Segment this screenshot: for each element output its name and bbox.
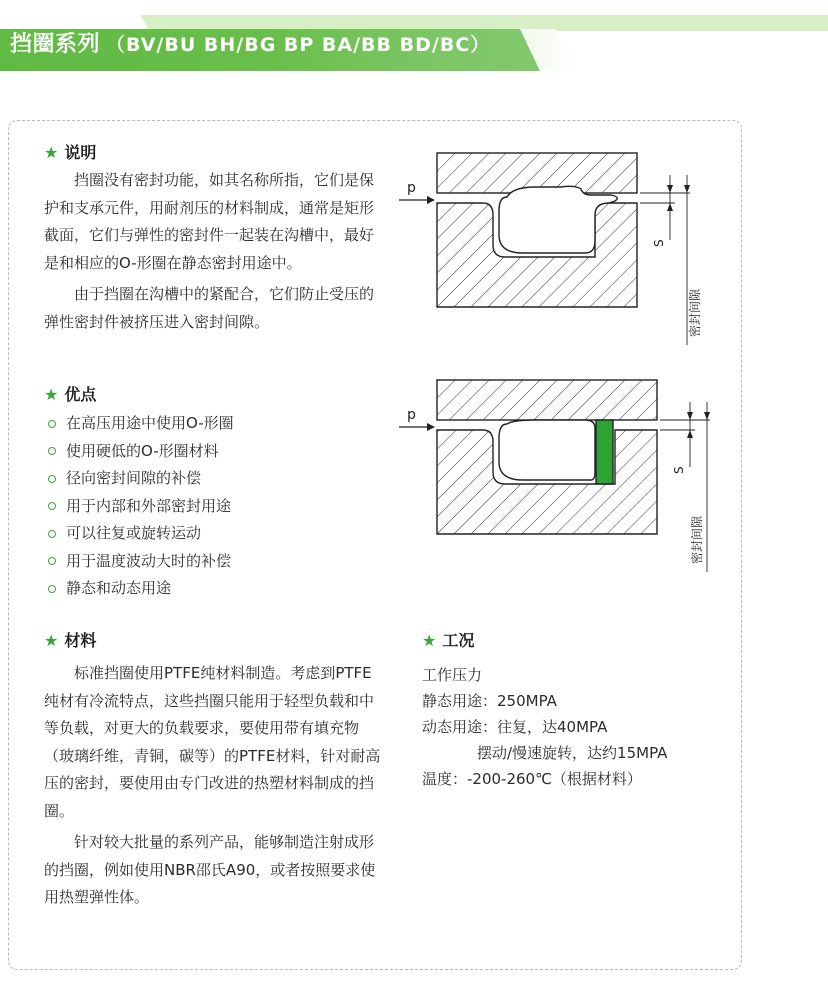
list-item-text: 在高压用途中使用O-形圈 (66, 414, 234, 432)
material-heading-text: 材料 (64, 631, 97, 650)
conditions-line: 动态用途：往复，达40MPA (422, 718, 608, 736)
advantages-heading (44, 382, 96, 405)
o-ring-profile (499, 420, 595, 480)
conditions-line: 温度：-200-260℃（根据材料） (422, 770, 642, 788)
description-heading-text: 说明 (64, 143, 97, 162)
material-heading (44, 628, 96, 651)
page-title: 挡圈系列 (10, 32, 101, 57)
pressure-label: p (407, 180, 416, 196)
description-heading (44, 140, 96, 163)
material-body (44, 660, 384, 912)
list-item (48, 520, 234, 548)
description-paragraph: 挡圈没有密封功能，如其名称所指，它们是保护和支承元件，用耐剂压的材料制成，通常是矩形截面，它们与弹性的密封件一起装在沟槽中，最好是和相应的O-形圈在静态密封用途中。 (44, 171, 375, 272)
page-subtitle: （BV/BU BH/BG BP BA/BB BD/BC） (106, 34, 491, 56)
list-item-text: 径向密封间隙的补偿 (66, 469, 202, 487)
list-item-text: 用于内部和外部密封用途 (66, 496, 232, 515)
list-item (48, 465, 234, 493)
material-paragraph: 针对较大批量的系列产品，能够制造注射成形的挡圈，例如使用NBR邵氏A90，或者按照要求使用热塑弹性体。 (44, 833, 376, 906)
advantages-list (48, 410, 234, 603)
description-body (44, 167, 384, 336)
circle-bullet-icon (48, 420, 56, 428)
circle-bullet-icon (48, 557, 56, 565)
conditions-body (422, 662, 667, 792)
circle-bullet-icon (48, 585, 56, 593)
description-paragraph: 由于挡圈在沟槽中的紧配合，它们防止受压的弹性密封件被挤压进入密封间隙。 (44, 285, 375, 331)
circle-bullet-icon (48, 475, 56, 483)
material-paragraph: 标准挡圈使用PTFE纯材料制造。考虑到PTFE纯材有冷流特点，这些挡圈只能用于轻型负载和中等负载，对更大的负载要求，要使用带有填充物（玻璃纤维，青铜，碳等）的PTFE材料，针对耐高压的密封，要使用由专门改进的热塑材料制成的挡圈。 (44, 664, 381, 820)
list-item (48, 548, 234, 576)
list-item-text: 可以往复或旋转运动 (66, 524, 202, 542)
star-icon: ★ (44, 385, 59, 404)
circle-bullet-icon (48, 502, 56, 510)
circle-bullet-icon (48, 447, 56, 455)
list-item-text: 静态和动态用途 (66, 579, 172, 597)
backup-ring (596, 420, 613, 484)
conditions-heading (422, 628, 474, 651)
list-item-text: 使用硬低的O-形圈材料 (66, 441, 219, 460)
conditions-line: 静态用途：250MPA (422, 692, 557, 710)
advantages-heading-text: 优点 (64, 385, 97, 404)
banner-title (10, 20, 490, 70)
star-icon: ★ (44, 143, 59, 162)
gap-label: S (652, 239, 666, 247)
conditions-line: 工作压力 (422, 666, 483, 684)
upper-housing (437, 380, 657, 420)
list-item (48, 493, 234, 521)
list-item (48, 438, 234, 466)
clearance-label: 密封间隙 (688, 288, 702, 337)
star-icon: ★ (422, 631, 437, 650)
arrow-head-icon (427, 196, 435, 204)
star-icon: ★ (44, 631, 59, 650)
conditions-line: 摆动/慢速旋转，达约15MPA (477, 744, 668, 762)
list-item (48, 410, 234, 438)
seal-diagram-bottom (395, 372, 715, 577)
list-item (48, 575, 234, 603)
arrow-head-icon (427, 423, 435, 431)
seal-diagram-top (395, 145, 715, 350)
clearance-label: 密封间隙 (690, 515, 704, 564)
pressure-label: p (407, 407, 416, 423)
conditions-heading-text: 工况 (442, 631, 475, 650)
list-item-text: 用于温度波动大时的补偿 (66, 551, 232, 570)
circle-bullet-icon (48, 530, 56, 538)
gap-label: S (672, 466, 686, 474)
